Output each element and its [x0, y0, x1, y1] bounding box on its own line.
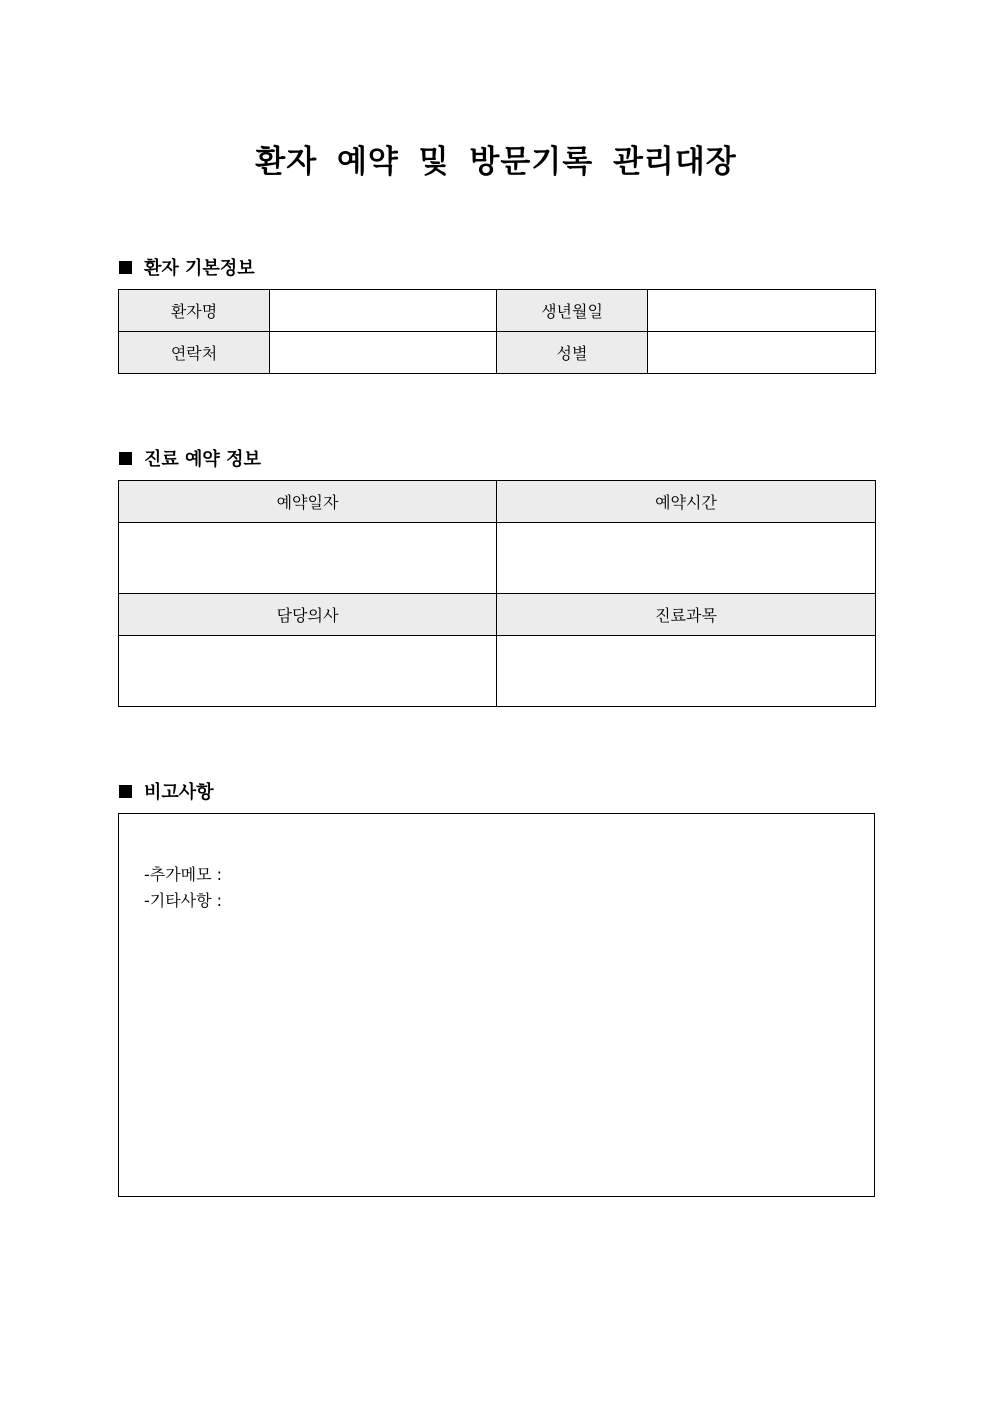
appointment-time-label: 예약시간 [497, 481, 876, 523]
additional-memo-line: -추가메모 : [144, 865, 223, 884]
table-row [119, 481, 876, 523]
square-bullet-icon [119, 452, 132, 465]
birthdate-field[interactable] [648, 290, 876, 332]
appointment-date-label: 예약일자 [119, 481, 497, 523]
patient-name-field[interactable] [270, 290, 497, 332]
table-row [119, 332, 876, 374]
table-row [119, 594, 876, 636]
patient-name-label: 환자명 [119, 290, 270, 332]
page-title: 환자 예약 및 방문기록 관리대장 [255, 144, 737, 180]
appointment-date-field[interactable] [119, 523, 497, 594]
square-bullet-icon [119, 785, 132, 798]
section-heading-basic-info [119, 254, 255, 280]
section-heading-label: 비고사항 [144, 782, 214, 803]
section-heading-remarks [119, 778, 214, 804]
doctor-field[interactable] [119, 636, 497, 707]
department-field[interactable] [497, 636, 876, 707]
gender-field[interactable] [648, 332, 876, 374]
basic-info-table [118, 289, 876, 374]
remarks-box[interactable] [118, 813, 875, 1197]
table-row [119, 290, 876, 332]
table-row [119, 636, 876, 707]
contact-label: 연락처 [119, 332, 270, 374]
contact-field[interactable] [270, 332, 497, 374]
other-remarks-line: -기타사항 : [144, 891, 223, 910]
doctor-label: 담당의사 [119, 594, 497, 636]
birthdate-label: 생년월일 [497, 290, 648, 332]
section-heading-label: 진료 예약 정보 [144, 449, 261, 470]
section-heading-label: 환자 기본정보 [144, 258, 255, 279]
section-heading-appointment-info [119, 445, 261, 471]
appointment-time-field[interactable] [497, 523, 876, 594]
appointment-info-table [118, 480, 876, 707]
table-row [119, 523, 876, 594]
department-label: 진료과목 [497, 594, 876, 636]
square-bullet-icon [119, 261, 132, 274]
gender-label: 성별 [497, 332, 648, 374]
